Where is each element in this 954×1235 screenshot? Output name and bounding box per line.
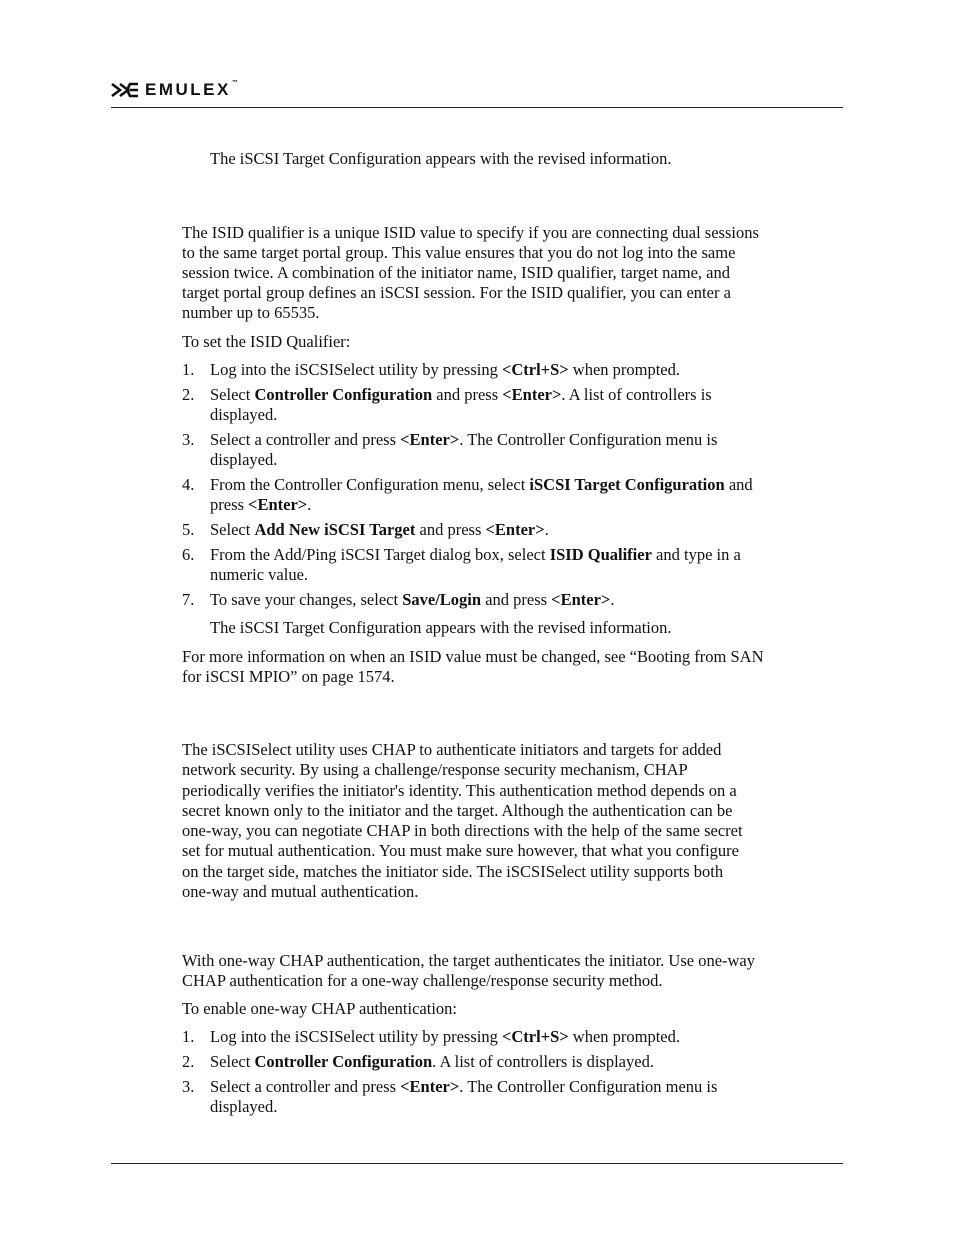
step-text: To save your changes, select Save/Login and press <Enter>. [210, 590, 615, 609]
footer-rule [111, 1163, 843, 1164]
chap-intro-line: secret known only to the initiator and the target. Although the authentication can be [182, 801, 733, 820]
oneway-intro-line: With one-way CHAP authentication, the target authenticates the initiator. Use one-way [182, 951, 756, 970]
oneway-intro-line: CHAP authentication for a one-way challenge/response security method. [182, 971, 663, 990]
chap-intro-line: periodically verifies the initiator's identity. This authentication method depends on a [182, 781, 737, 800]
step-number: 3. [182, 1077, 195, 1096]
step-number: 2. [182, 385, 195, 404]
step-text: Select Add New iSCSI Target and press <Enter>. [210, 520, 549, 539]
step-number: 1. [182, 1027, 195, 1046]
step-text: Select a controller and press <Enter>. The Controller Configuration menu is [210, 1077, 718, 1096]
step-number: 4. [182, 475, 195, 494]
more-info-line: for iSCSI MPIO” on page 1574. [182, 667, 395, 686]
step-text-continued: displayed. [210, 405, 278, 424]
step-text-continued: displayed. [210, 1097, 278, 1116]
emulex-mark-icon [111, 82, 139, 98]
isid-lead-text: To set the ISID Qualifier: [182, 332, 351, 351]
revised-info-text-2: The iSCSI Target Configuration appears with the revised information. [210, 618, 672, 637]
step-text: Select a controller and press <Enter>. The Controller Configuration menu is [210, 430, 718, 449]
isid-intro-line: target portal group defines an iSCSI session. For the ISID qualifier, you can enter a [182, 283, 731, 302]
step-text: Log into the iSCSISelect utility by pressing <Ctrl+S> when prompted. [210, 1027, 681, 1046]
oneway-lead-text: To enable one-way CHAP authentication: [182, 999, 457, 1018]
step-number: 1. [182, 360, 195, 379]
step-number: 5. [182, 520, 195, 539]
step-text-continued: press <Enter>. [210, 495, 312, 514]
header-rule [111, 107, 843, 108]
more-info-line: For more information on when an ISID value must be changed, see “Booting from SAN [182, 647, 764, 666]
isid-intro-line: number up to 65535. [182, 303, 320, 322]
step-number: 2. [182, 1052, 195, 1071]
step-text: Log into the iSCSISelect utility by pressing <Ctrl+S> when prompted. [210, 360, 681, 379]
step-text: Select Controller Configuration. A list of controllers is displayed. [210, 1052, 654, 1071]
step-text: From the Add/Ping iSCSI Target dialog box, select ISID Qualifier and type in a [210, 545, 741, 564]
chap-intro-line: one-way and mutual authentication. [182, 882, 419, 901]
step-text-continued: displayed. [210, 450, 278, 469]
chap-intro-line: network security. By using a challenge/response security mechanism, CHAP [182, 760, 688, 779]
step-number: 6. [182, 545, 195, 564]
logo-text: EMULEX™ [145, 80, 241, 99]
step-number: 7. [182, 590, 195, 609]
chap-intro-line: one-way, you can negotiate CHAP in both directions with the help of the same secret [182, 821, 743, 840]
chap-intro-line: on the target side, matches the initiator side. The iSCSISelect utility supports both [182, 862, 724, 881]
isid-intro-line: to the same target portal group. This value ensures that you do not log into the same [182, 243, 736, 262]
step-text: Select Controller Configuration and press <Enter>. A list of controllers is [210, 385, 712, 404]
step-text: From the Controller Configuration menu, select iSCSI Target Configuration and [210, 475, 753, 494]
chap-intro-line: The iSCSISelect utility uses CHAP to authenticate initiators and targets for added [182, 740, 722, 759]
isid-intro-line: The ISID qualifier is a unique ISID value to specify if you are connecting dual sessions [182, 223, 759, 242]
revised-info-text-1: The iSCSI Target Configuration appears with the revised information. [210, 149, 672, 168]
step-number: 3. [182, 430, 195, 449]
step-text-continued: numeric value. [210, 565, 309, 584]
emulex-logo [111, 80, 240, 100]
chap-intro-line: set for mutual authentication. You must make sure however, that what you configure [182, 841, 740, 860]
isid-intro-line: session twice. A combination of the initiator name, ISID qualifier, target name, and [182, 263, 730, 282]
